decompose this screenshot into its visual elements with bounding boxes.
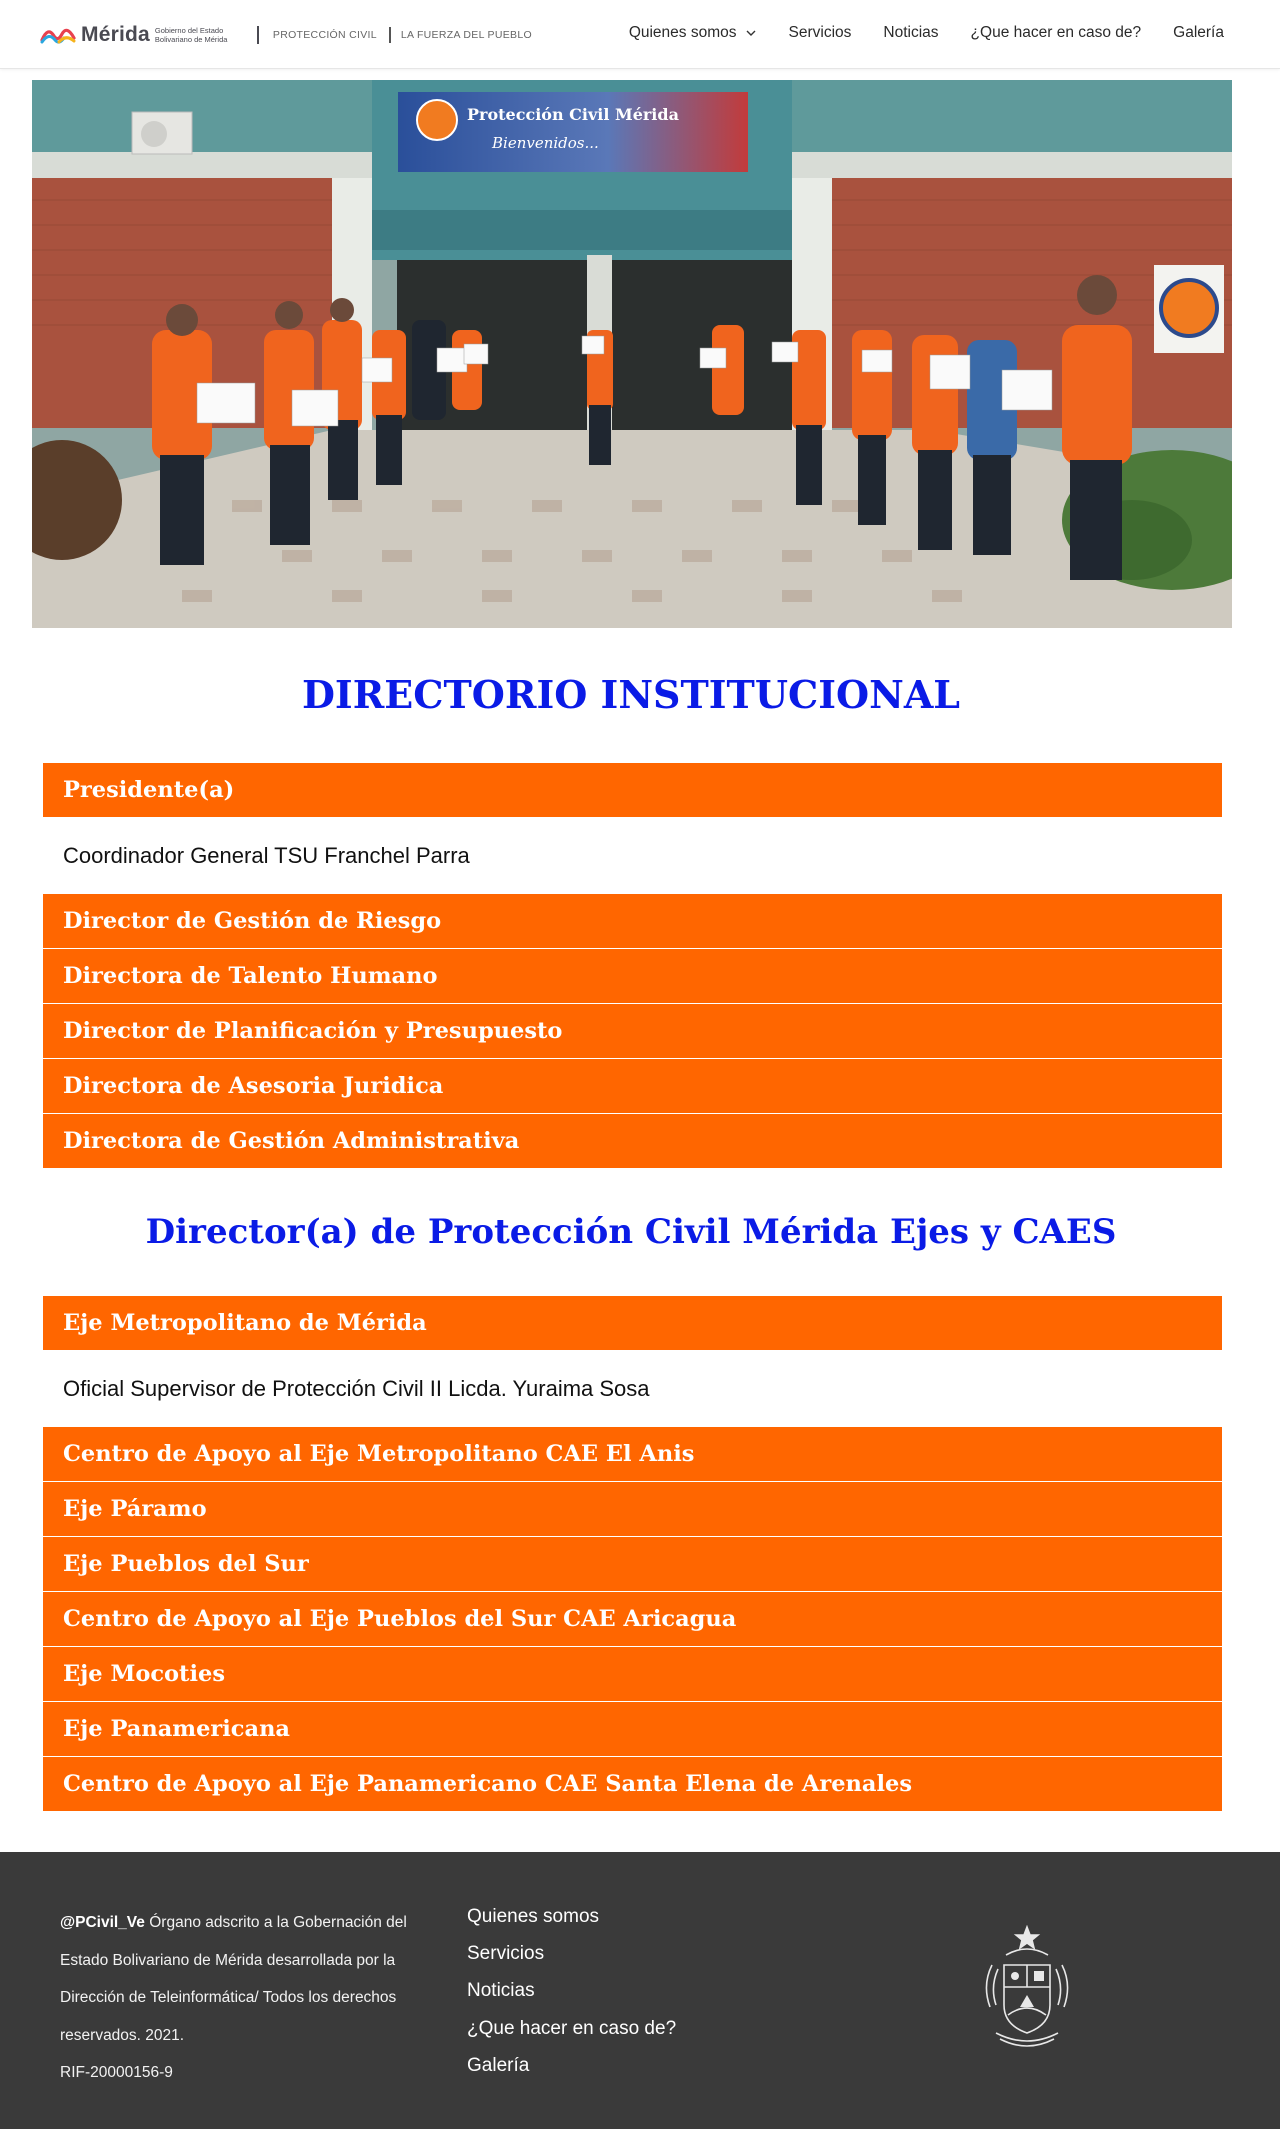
accordion-item-presidente[interactable]: Presidente(a) <box>43 763 1222 818</box>
nav-quienes-somos[interactable] <box>629 24 757 42</box>
hero-banner-welcome: Bienvenidos... <box>492 134 599 152</box>
accordion-item-eje-mocoties[interactable]: Eje Mocoties <box>43 1647 1222 1702</box>
footer-description: Órgano adscrito a la Gobernación del Estado Bolivariano de Mérida desarrollada por la Dirección de Teleinformática/ Todos los derechos reservados. 2021. <box>60 1914 407 2044</box>
footer-link-servicios[interactable]: Servicios <box>467 1943 545 1965</box>
hero-photo-illustration <box>32 80 1232 628</box>
site-header <box>0 0 1280 69</box>
hero-photo <box>32 80 1232 628</box>
footer-rif: RIF-20000156-9 <box>60 2064 173 2081</box>
accordion-item-eje-pueblos-del-sur[interactable]: Eje Pueblos del Sur <box>43 1537 1222 1592</box>
accordion-item-talento-humano[interactable]: Directora de Talento Humano <box>43 949 1222 1004</box>
merida-logo-icon <box>39 22 77 48</box>
footer-link-que-hacer[interactable]: ¿Que hacer en caso de? <box>467 2017 677 2039</box>
directorio-accordion <box>43 763 1222 1169</box>
logo-subtitle: Gobierno del Estado Bolivariano de Mérida <box>154 26 228 44</box>
accordion-item-asesoria-juridica[interactable]: Directora de Asesoria Juridica <box>43 1059 1222 1114</box>
logo-divider <box>389 27 391 43</box>
nav-galeria[interactable]: Galería <box>1173 24 1224 41</box>
accordion-item-cae-aricagua[interactable]: Centro de Apoyo al Eje Pueblos del Sur CAE Aricagua <box>43 1592 1222 1647</box>
logo-divider <box>257 26 259 44</box>
accordion-item-cae-el-anis[interactable]: Centro de Apoyo al Eje Metropolitano CAE El Anis <box>43 1427 1222 1482</box>
footer-link-quienes-somos[interactable]: Quienes somos <box>467 1906 600 1927</box>
footer-about <box>60 1904 420 2092</box>
coat-of-arms-icon <box>978 1925 1076 2053</box>
directorio-title: DIRECTORIO INSTITUCIONAL <box>301 672 961 717</box>
accordion-item-gestion-administrativa[interactable]: Directora de Gestión Administrativa <box>43 1114 1222 1169</box>
accordion-item-eje-panamericana[interactable]: Eje Panamericana <box>43 1702 1222 1757</box>
nav-noticias[interactable]: Noticias <box>883 24 939 41</box>
site-footer <box>0 1852 1280 2129</box>
footer-link-galeria[interactable]: Galería <box>467 2054 530 2076</box>
accordion-content-presidente: Coordinador General TSU Franchel Parra <box>43 818 1222 894</box>
accordion-item-eje-paramo[interactable]: Eje Páramo <box>43 1482 1222 1537</box>
accordion-item-gestion-riesgo[interactable]: Director de Gestión de Riesgo <box>43 894 1222 949</box>
nav-que-hacer[interactable]: ¿Que hacer en caso de? <box>970 24 1142 41</box>
nav-label: Quienes somos <box>628 24 737 41</box>
accordion-item-cae-santa-elena[interactable]: Centro de Apoyo al Eje Panamericano CAE Santa Elena de Arenales <box>43 1757 1222 1812</box>
accordion-item-eje-metropolitano[interactable]: Eje Metropolitano de Mérida <box>43 1296 1222 1351</box>
chevron-down-icon <box>745 27 757 39</box>
site-logo[interactable] <box>39 20 532 50</box>
accordion-content-eje-metropolitano: Oficial Supervisor de Protección Civil II Licda. Yuraima Sosa <box>43 1351 1222 1427</box>
accordion-item-planificacion[interactable]: Director de Planificación y Presupuesto <box>43 1004 1222 1059</box>
ejes-title: Director(a) de Protección Civil Mérida Ejes y CAES <box>145 1212 1117 1252</box>
logo-word: Mérida <box>81 23 150 46</box>
logo-proteccion-civil: PROTECCIÓN CIVIL <box>272 29 377 41</box>
nav-servicios[interactable]: Servicios <box>788 24 852 41</box>
hero-banner-title: Protección Civil Mérida <box>467 105 679 124</box>
footer-handle[interactable]: @PCivil_Ve <box>60 1914 145 1931</box>
footer-link-noticias[interactable]: Noticias <box>467 1980 535 2002</box>
ejes-accordion <box>43 1296 1222 1812</box>
main-nav <box>629 24 1224 42</box>
footer-links <box>467 1898 676 2084</box>
logo-slogan: LA FUERZA DEL PUEBLO <box>400 29 532 41</box>
